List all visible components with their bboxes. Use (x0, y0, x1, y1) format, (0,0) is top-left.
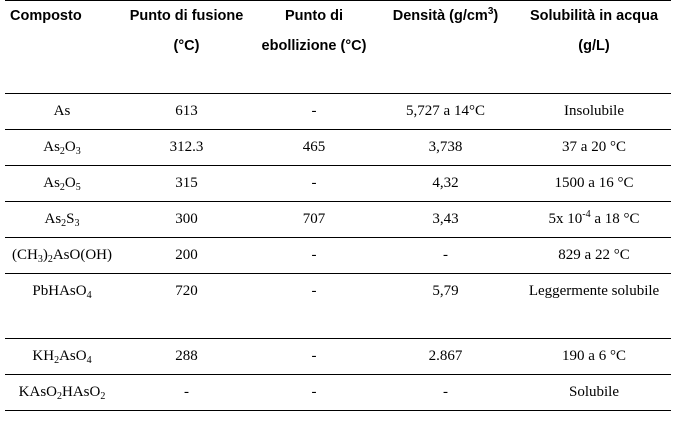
subscript: 3 (37, 254, 43, 265)
table-container (5, 0, 671, 434)
cell-solubility (517, 94, 671, 130)
cell-density: 4,32 (432, 175, 459, 191)
arsenic-compounds-table (5, 0, 671, 411)
cell-solubility (517, 339, 671, 375)
table-row (5, 238, 671, 274)
text-part: S (66, 211, 75, 227)
cell-boiling-point: - (311, 348, 317, 364)
cell-compound (5, 166, 119, 202)
text-part: PbHAsO (32, 283, 87, 299)
text-part: 5x 10 (548, 211, 583, 227)
cell-compound (5, 238, 119, 274)
cell-solubility (517, 274, 671, 339)
subscript: 2 (57, 391, 62, 402)
cell-solubility (517, 375, 671, 411)
cell-compound (5, 339, 119, 375)
text-part: Densità (g/cm (392, 8, 488, 24)
text-part: O (64, 139, 76, 155)
cell-compound (5, 375, 119, 411)
header-water-solubility (517, 1, 671, 94)
text-part: Punto di fusione (°C) (129, 8, 244, 54)
table-row (5, 274, 671, 339)
cell-density: 3,43 (432, 211, 459, 227)
cell-solubility (517, 238, 671, 274)
table-row (5, 202, 671, 238)
cell-boiling-point: - (311, 384, 317, 400)
text-part: AsO (59, 348, 87, 364)
text-part: Composto (10, 8, 82, 24)
text-part: 37 a 20 °C (562, 139, 626, 155)
cell-compound (5, 94, 119, 130)
text-part: Solubilità in acqua (g/L) (529, 8, 659, 54)
subscript: 2 (61, 218, 67, 229)
header-density (374, 1, 517, 94)
text-part: 190 a 6 °C (562, 348, 626, 364)
subscript: 2 (100, 391, 106, 402)
text-part: ) (42, 247, 48, 263)
cell-melting-point: 720 (175, 283, 198, 299)
text-part: AsO(OH) (52, 247, 112, 263)
cell-boiling-point: - (311, 283, 317, 299)
text-part: HAsO (62, 384, 101, 400)
text-part: KH (32, 348, 55, 364)
cell-compound (5, 202, 119, 238)
header-row (5, 1, 671, 94)
cell-solubility (517, 202, 671, 238)
cell-melting-point: 312.3 (169, 139, 204, 155)
text-part: As (44, 211, 62, 227)
text-part: Punto di ebollizione (°C) (261, 8, 367, 54)
text-part: a 18 °C (590, 211, 640, 227)
subscript: 2 (59, 182, 65, 193)
cell-melting-point: 200 (175, 247, 198, 263)
table-row (5, 375, 671, 411)
cell-density: 2.867 (428, 348, 463, 364)
text-part: Leggermente solubile (528, 283, 660, 299)
subscript: 5 (75, 182, 81, 193)
cell-melting-point: - (184, 384, 189, 400)
cell-boiling-point: - (311, 247, 317, 263)
table-row (5, 130, 671, 166)
text-part: (CH (11, 247, 38, 263)
table-row (5, 339, 671, 375)
superscript: 3 (487, 6, 494, 17)
text-part: ) (493, 8, 499, 24)
cell-melting-point: 315 (175, 175, 198, 191)
text-part: Insolubile (564, 103, 624, 119)
text-part: Solubile (568, 384, 619, 400)
header-compound (5, 1, 119, 94)
text-part: As (43, 139, 60, 155)
table-row (5, 166, 671, 202)
cell-boiling-point: 707 (302, 211, 326, 227)
cell-melting-point: 300 (175, 211, 198, 227)
cell-solubility (517, 166, 671, 202)
cell-boiling-point: 465 (302, 139, 326, 155)
cell-density: 3,738 (428, 139, 463, 155)
subscript: 3 (75, 146, 81, 157)
subscript: 2 (59, 146, 65, 157)
text-part: O (64, 175, 76, 191)
subscript: 3 (74, 218, 80, 229)
table-header (5, 1, 671, 94)
cell-boiling-point: - (311, 103, 317, 119)
cell-solubility (517, 130, 671, 166)
text-part: As (43, 175, 60, 191)
table-row (5, 94, 671, 130)
subscript: 2 (47, 254, 53, 265)
header-melting-point (119, 1, 254, 94)
cell-compound (5, 130, 119, 166)
subscript: 4 (86, 355, 92, 366)
cell-density: 5,727 a 14°C (406, 103, 485, 119)
cell-density: - (443, 247, 448, 263)
subscript: 4 (86, 290, 92, 301)
header-boiling-point (254, 1, 374, 94)
cell-density: 5,79 (432, 283, 459, 299)
text-part: As (53, 103, 71, 119)
cell-compound (5, 274, 119, 339)
text-part: 1500 a 16 °C (554, 175, 634, 191)
superscript: -4 (582, 209, 591, 220)
cell-density: - (443, 384, 448, 400)
cell-boiling-point: - (311, 175, 317, 191)
subscript: 2 (54, 355, 60, 366)
text-part: KAsO (18, 384, 57, 400)
cell-melting-point: 288 (175, 348, 198, 364)
cell-melting-point: 613 (175, 103, 198, 119)
text-part: 829 a 22 °C (558, 247, 630, 263)
table-body (5, 94, 671, 411)
